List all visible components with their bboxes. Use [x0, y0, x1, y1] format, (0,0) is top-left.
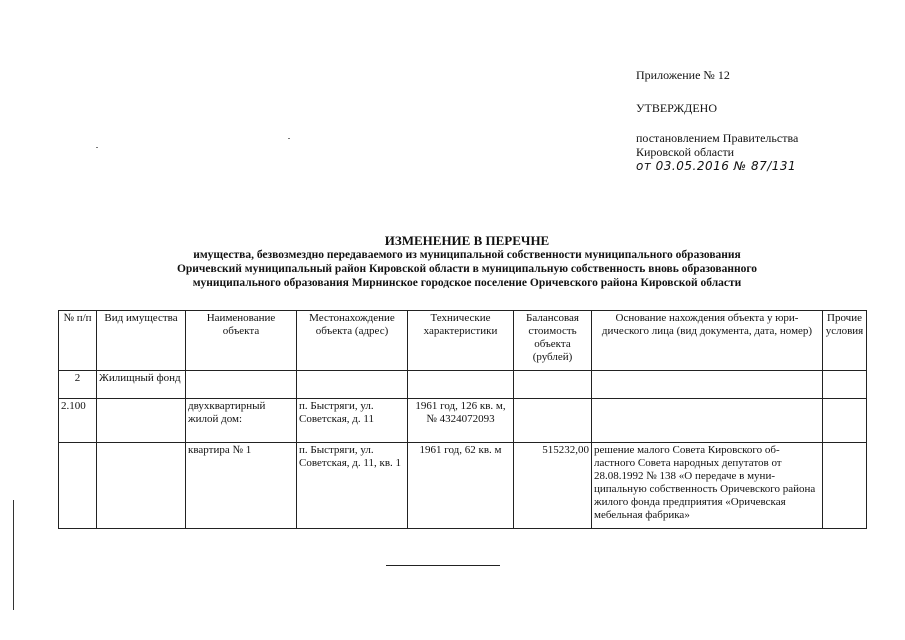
cell-basis	[592, 399, 823, 443]
cell-property-type	[97, 443, 186, 529]
table-row	[59, 371, 867, 399]
cell-object-name	[186, 371, 297, 399]
title-line-1: имущества, безвозмездно передаваемого из муниципальной собственности муниципального образования	[193, 249, 741, 261]
table-row	[59, 443, 867, 529]
cell-basis: решение малого Совета Кировского об-ластного Совета народных депутатов от 28.08.1992 № 138 «О передаче в муни-ципальную собственность Оричевского района жилого фонда предприятия «Оричевская мебельная фабрика»	[592, 443, 823, 529]
cell-object-name: двухквартирный жилой дом:	[186, 399, 297, 443]
table-row	[59, 399, 867, 443]
cell-number: 2.100	[59, 399, 97, 443]
header-object-name: Наименование объекта	[186, 311, 297, 371]
handwritten-date-number: от 03.05.2016 № 87/131	[636, 159, 797, 173]
header-number: № п/п	[59, 311, 97, 371]
approval-line-1: постановлением Правительства	[636, 131, 799, 145]
closing-line	[386, 565, 500, 566]
cell-basis	[592, 371, 823, 399]
cell-other-terms	[823, 443, 867, 529]
cell-number	[59, 443, 97, 529]
title-main: ИЗМЕНЕНИЕ В ПЕРЕЧНЕ	[384, 233, 550, 248]
cell-property-type: Жилищный фонд	[97, 371, 186, 399]
title-line-3: муниципального образования Мирнинское городское поселение Оричевского района Кировской области	[192, 277, 742, 289]
cell-specifications	[408, 371, 514, 399]
scan-margin-mark	[13, 500, 14, 610]
approved-stamp: УТВЕРЖДЕНО	[636, 101, 718, 115]
header-balance-value: Балансовая стоимость объекта (рублей)	[514, 311, 592, 371]
cell-object-name: квартира № 1	[186, 443, 297, 529]
cell-balance-value: 515232,00	[514, 443, 592, 529]
title-line-2: Оричевский муниципальный район Кировской области в муниципальную собственность вновь образованного	[176, 263, 758, 275]
header-location: Местонахождение объекта (адрес)	[297, 311, 408, 371]
cell-balance-value	[514, 371, 592, 399]
table-header-row	[59, 311, 867, 371]
cell-other-terms	[823, 371, 867, 399]
cell-location: п. Быстряги, ул. Советская, д. 11, кв. 1	[297, 443, 408, 529]
cell-location: п. Быстряги, ул. Советская, д. 11	[297, 399, 408, 443]
document-title	[80, 233, 854, 290]
cell-property-type	[97, 399, 186, 443]
header-other-terms: Прочие условия	[823, 311, 867, 371]
header-property-type: Вид имущества	[97, 311, 186, 371]
appendix-number: Приложение № 12	[636, 68, 730, 82]
cell-specifications: 1961 год, 126 кв. м, № 4324072093	[408, 399, 514, 443]
scan-speck	[288, 138, 290, 139]
header-basis: Основание нахождения объекта у юри-дического лица (вид документа, дата, номер)	[592, 311, 823, 371]
cell-specifications: 1961 год, 62 кв. м	[408, 443, 514, 529]
property-table	[58, 310, 867, 529]
scan-speck	[96, 147, 98, 148]
approval-line-2: Кировской области	[636, 145, 735, 159]
cell-balance-value	[514, 399, 592, 443]
cell-number: 2	[59, 371, 97, 399]
header-specifications: Технические характеристики	[408, 311, 514, 371]
cell-other-terms	[823, 399, 867, 443]
approval-block	[636, 68, 876, 173]
cell-location	[297, 371, 408, 399]
